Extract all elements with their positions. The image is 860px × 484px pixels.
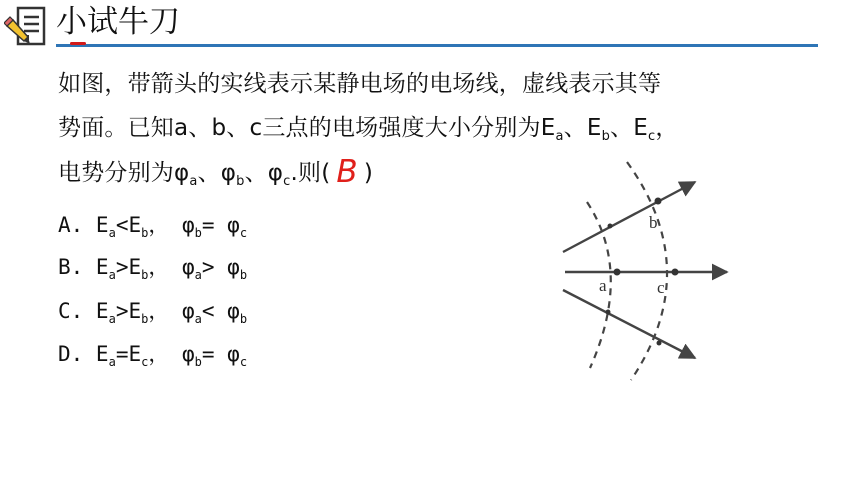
intersection-upper-inner <box>608 224 613 229</box>
option-b: B. $E_a>E_b$， $\varphi_a> \varphi_b$ <box>58 255 248 282</box>
point-c <box>672 269 679 276</box>
page-title: 小试牛刀 <box>56 4 180 40</box>
label-c: c <box>657 278 665 297</box>
question-line-1: 如图，带箭头的实线表示某静电场的电场线，虚线表示其等 <box>58 71 662 97</box>
question-line-3: 电势分别为$\varphi_a$、$\varphi_b$、$\varphi_c$.则( B ) <box>58 154 374 190</box>
option-a: A. $E_a<E_b$， $\varphi_b= \varphi_c$ <box>58 213 248 240</box>
answer-mark: B <box>336 154 358 190</box>
title-underline-accent <box>70 42 86 45</box>
point-b <box>655 198 662 205</box>
option-d: D. $E_a=E_c$， $\varphi_b= \varphi_c$ <box>58 342 248 369</box>
question-line-2: 势面。已知a、b、c三点的电场强度大小分别为$E_a$、$E_b$、$E_c$， <box>58 115 679 144</box>
field-line-upper <box>563 182 695 252</box>
field-line-lower <box>563 290 695 358</box>
point-a <box>614 269 621 276</box>
notepad-pencil-icon <box>4 4 48 48</box>
intersection-lower-outer <box>657 341 662 346</box>
title-underline <box>56 44 818 47</box>
label-a: a <box>599 276 607 295</box>
intersection-lower-inner <box>606 310 611 315</box>
option-c: C. $E_a>E_b$， $\varphi_a< \varphi_b$ <box>58 299 248 326</box>
label-b: b <box>649 213 658 232</box>
electric-field-diagram <box>555 160 745 382</box>
